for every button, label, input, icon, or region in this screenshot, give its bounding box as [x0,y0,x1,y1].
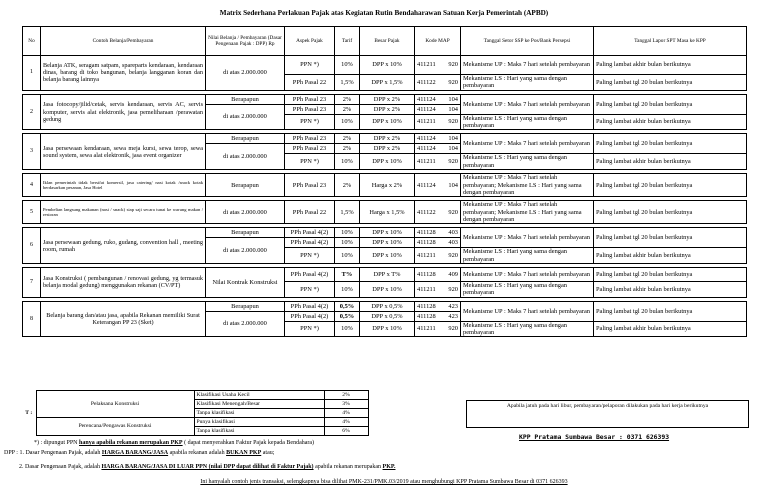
kode-map-cell [415,75,461,91]
kode-map: 411124 [417,135,436,143]
besar-cell: DPP x 0,5% [360,311,415,321]
lapor-cell: Paling lambat tgl 20 bulan berikutnya [594,301,747,321]
kode-map: 411122 [417,78,436,86]
nilai-cell: Nilai Kontrak Konstruksi [206,268,285,298]
lapor-cell: Paling lambat tgl 20 bulan berikutnya [594,174,747,197]
setor-cell: Mekanisme UP : Maks 7 hari setelah pembayaran [461,94,594,114]
header-lapor: Tanggal Lapor SPT Masa ke KPP [594,27,747,56]
tarif-t-label: T : [22,391,36,436]
aspek-cell: PPN *) [285,321,335,337]
tarif-konstruksi-body [22,391,368,436]
aspek-cell: PPh Pasal 23 [285,144,335,154]
setor-cell: Mekanisme UP : Maks 7 hari setelah pembayaran [461,56,594,75]
tarif-item-label: Punya klasifikasi [194,418,324,427]
header-setor: Tanggal Setor SSP ke Pos/Bank Persepsi [461,27,594,56]
nilai-cell: Berapapun [206,174,285,197]
footnote-ppn [22,440,314,446]
row-number: 6 [23,228,41,264]
table-row [23,268,747,282]
kode-kjs: 423 [448,302,458,310]
kode-kjs: 920 [448,158,458,166]
footnote-ppn-c: ( dapat menyerahkan Faktur Pajak kepada Bendahara) [184,440,315,446]
tarif-item-value: 3% [324,400,368,409]
row-number: 4 [23,174,41,197]
tarif-cell: 10% [335,321,360,337]
row-number: 1 [23,56,41,91]
kode-map: 411128 [417,270,436,278]
lapor-cell: Paling lambat akhir bulan berikutnya [594,154,747,170]
aspek-cell: PPh Pasal 4(2) [285,238,335,248]
tarif-cell: 2% [335,144,360,154]
tarif-group-label: Pelaksana Konstruksi [36,391,194,418]
nilai-cell: di atas 2.000.000 [206,144,285,170]
footnote-ppn-a: : dipungut PPN [40,440,78,446]
kode-map: 411122 [417,208,436,216]
footnote-dpp1-a: 1. Dasar Pengenaan Pajak, adalah [19,450,101,456]
row-description: Jasa Konstruksi ( pembangunan / renovasi gedung, yg termasuk belanja modal gedung) menggunakan rekanan (CV/PT) [41,268,206,298]
setor-cell: Mekanisme UP : Maks 7 hari setelah pembayaran; Mekanisme LS : Hari yang sama dengan pembayaran [461,174,594,197]
besar-cell: DPP x 10% [360,228,415,238]
footnote-dpp2-c: apabila rekanan merupakan [315,464,382,470]
tarif-item-label: Tanpa klasifikasi [194,427,324,436]
lapor-cell: Paling lambat akhir bulan berikutnya [594,248,747,264]
kpp-contact [519,433,669,441]
aspek-cell: PPh Pasal 23 [285,174,335,197]
besar-cell: DPP x 10% [360,282,415,298]
kode-kjs: 104 [448,145,458,153]
lapor-cell: Paling lambat tgl 20 bulan berikutnya [594,134,747,154]
besar-cell: DPP x 10% [360,248,415,264]
kode-map-cell [415,144,461,154]
kode-map-cell [415,268,461,282]
kode-map-cell [415,282,461,298]
kode-map: 411211 [417,158,436,166]
tarif-item-value: 2% [324,391,368,400]
tarif-cell: T% [335,268,360,282]
aspek-cell: PPh Pasal 23 [285,134,335,144]
kode-kjs: 104 [448,105,458,113]
tarif-group-label: Perencana/Pengawas Konstruksi [36,418,194,436]
table-row [23,134,747,144]
setor-cell: Mekanisme LS : Hari yang sama dengan pembayaran [461,282,594,298]
lapor-cell: Paling lambat akhir bulan berikutnya [594,114,747,130]
lapor-cell: Paling lambat tgl 20 bulan berikutnya [594,94,747,114]
tarif-item-label: Klasifikasi Usaha Kecil [194,391,324,400]
kpp-contact-text: KPP Pratama Sumbawa Besar : 0371 626393 [519,433,670,441]
footnote-ppn-mark: *) [34,440,39,446]
footnote-dpp-label: DPP : [4,450,18,456]
kode-map: 411211 [417,118,436,126]
besar-cell: DPP x 0,5% [360,301,415,311]
tarif-item-value: 4% [324,418,368,427]
kode-map-cell [415,114,461,130]
row-number: 3 [23,134,41,170]
holiday-note: Apabila jatuh pada hari libur, pembayaran/pelaporan dilakukan pada hari kerja berikutnya [466,400,749,428]
kode-kjs: 104 [448,135,458,143]
kode-map-cell [415,56,461,75]
setor-cell: Mekanisme LS : Hari yang sama dengan pembayaran [461,321,594,337]
besar-cell: Harga x 1,5% [360,201,415,224]
setor-cell: Mekanisme UP : Maks 7 hari setelah pembayaran; Mekanisme LS : Hari yang sama dengan pembayaran [461,201,594,224]
kode-map: 411211 [417,285,436,293]
kode-map-cell [415,94,461,104]
tarif-cell: 10% [335,114,360,130]
nilai-cell: di atas 2.000.000 [206,311,285,337]
row-description: Jasa persewaan gedung, ruko, gudang, convention hall , meeting room, rumah [41,228,206,264]
header-contoh: Contoh Belanja/Pembayaran [41,27,206,56]
kode-map: 411128 [417,302,436,310]
header-besar: Besar Pajak [360,27,415,56]
kode-map: 411211 [417,61,436,69]
tarif-konstruksi-table [22,390,369,436]
besar-cell: DPP x 10% [360,321,415,337]
header-tarif: Tarif [335,27,360,56]
row-description: Jasa persewaan kendaraan, sewa meja kursi, sewa terop, sewa sound system, sewa alat elektronik, jasa event organizer [41,134,206,170]
tarif-cell: 10% [335,228,360,238]
footnote-dpp2-b: HARGA BARANG/JASA DI LUAR PPN (nilai DPP dapat dilihat di Faktur Pajak) [101,464,314,470]
kode-kjs: 920 [448,208,458,216]
aspek-cell: PPN *) [285,114,335,130]
row-number: 2 [23,94,41,130]
nilai-cell: Berapapun [206,301,285,311]
kode-map-cell [415,104,461,114]
aspek-cell: PPh Pasal 4(2) [285,301,335,311]
setor-cell: Mekanisme LS : Hari yang sama dengan pembayaran [461,154,594,170]
aspek-cell: PPh Pasal 4(2) [285,268,335,282]
footnote-dpp1 [4,450,274,456]
nilai-cell: Berapapun [206,134,285,144]
tarif-cell: 10% [335,154,360,170]
table-row [23,301,747,311]
footnote-dpp1-e: atau; [262,450,275,456]
aspek-cell: PPh Pasal 23 [285,104,335,114]
tarif-cell: 10% [335,248,360,264]
kode-kjs: 104 [448,95,458,103]
kode-map-cell [415,228,461,238]
header-nilai: Nilai Belanja / Pembayaran (Dasar Pengenaan Pajak : DPP) Rp [206,27,285,56]
header-no: No [23,27,41,56]
besar-cell: DPP x 10% [360,56,415,75]
kode-map-cell [415,154,461,170]
footnote-dpp1-c: apabila rekanan adalah [169,450,225,456]
aspek-cell: PPh Pasal 4(2) [285,311,335,321]
tarif-cell: 2% [335,94,360,104]
lapor-cell: Paling lambat akhir bulan berikutnya [594,282,747,298]
kode-kjs: 920 [448,285,458,293]
kode-map-cell [415,311,461,321]
tarif-item-value: 6% [324,427,368,436]
kode-map: 411128 [417,312,436,320]
aspek-cell: PPh Pasal 22 [285,75,335,91]
besar-cell: DPP x 2% [360,134,415,144]
besar-cell: DPP x T% [360,268,415,282]
footnote-ppn-b: hanya apabila rekanan merupakan PKP [79,440,183,446]
header-aspek: Aspek Pajak [285,27,335,56]
setor-cell: Mekanisme LS : Hari yang sama dengan pembayaran [461,75,594,91]
nilai-cell: di atas 2.000.000 [206,201,285,224]
table-body [23,56,747,337]
setor-cell: Mekanisme UP : Maks 7 hari setelah pembayaran [461,228,594,248]
kode-kjs: 403 [448,239,458,247]
kode-map: 411124 [417,95,436,103]
tarif-item-label: Tanpa klasifikasi [194,409,324,418]
footnote-dpp1-d: BUKAN PKP [226,450,262,456]
nilai-cell: di atas 2.000.000 [206,56,285,91]
tarif-cell: 2% [335,174,360,197]
lapor-cell: Paling lambat akhir bulan berikutnya [594,321,747,337]
aspek-cell: PPN *) [285,154,335,170]
table-row [23,94,747,104]
kode-map-cell [415,134,461,144]
besar-cell: DPP x 2% [360,144,415,154]
besar-cell: Harga x 2% [360,174,415,197]
setor-cell: Mekanisme LS : Hari yang sama dengan pembayaran [461,114,594,130]
tarif-cell: 0,5% [335,311,360,321]
aspek-cell: PPN *) [285,56,335,75]
tarif-cell: 2% [335,104,360,114]
kode-kjs: 403 [448,229,458,237]
footnote-dpp2-d: PKP. [382,464,396,470]
kode-map-cell [415,174,461,197]
row-description: Belanja barang dan/atau jasa, apabila Rekanan memiliki Surat Keterangan PP 23 (Sket) [41,301,206,337]
row-number: 8 [23,301,41,337]
tarif-cell: 10% [335,238,360,248]
lapor-cell: Paling lambat tgl 20 bulan berikutnya [594,201,747,224]
row-description: Belanja ATK, seragam satpam, spareparts kendaraan, kendaraan dinas, barang di toko bangunan, belanja langganan koran dan belanja barang lainnya [41,56,206,91]
besar-cell: DPP x 2% [360,104,415,114]
besar-cell: DPP x 10% [360,114,415,130]
setor-cell: Mekanisme UP : Maks 7 hari setelah pembayaran [461,301,594,321]
kode-map: 411211 [417,251,436,259]
kode-kjs: 920 [448,325,458,333]
header-kode: Kode MAP [415,27,461,56]
lapor-cell: Paling lambat akhir bulan berikutnya [594,56,747,75]
tarif-cell: 1,5% [335,75,360,91]
besar-cell: DPP x 1,5% [360,75,415,91]
footnote-bottom [0,479,768,485]
tarif-cell: 2% [335,134,360,144]
kode-map: 411124 [417,181,436,189]
page-title: Matrix Sederhana Perlakuan Pajak atas Kegiatan Rutin Bendaharawan Satuan Kerja Pemerintah (APBD) [219,9,549,17]
besar-cell: DPP x 10% [360,238,415,248]
kode-kjs: 920 [448,118,458,126]
setor-cell: Mekanisme UP : Maks 7 hari setelah pembayaran [461,268,594,282]
aspek-cell: PPN *) [285,282,335,298]
lapor-cell: Paling lambat tgl 20 bulan berikutnya [594,268,747,282]
tarif-cell: 1,5% [335,201,360,224]
aspek-cell: PPh Pasal 22 [285,201,335,224]
nilai-cell: di atas 2.000.000 [206,104,285,130]
tarif-cell: 10% [335,282,360,298]
besar-cell: DPP x 2% [360,94,415,104]
footnote-bottom-text: Ini hanyalah contoh jenis transaksi, selengkapnya bisa dilihat PMK-231/PMK.03/2019 atau menghubungi KPP Pratama Sumbawa Besar di 0371 626393 [200,479,568,485]
kode-kjs: 920 [448,61,458,69]
setor-cell: Mekanisme LS : Hari yang sama dengan pembayaran [461,248,594,264]
aspek-cell: PPh Pasal 23 [285,94,335,104]
aspek-cell: PPN *) [285,248,335,264]
tarif-item-value: 4% [324,409,368,418]
nilai-cell: Berapapun [206,94,285,104]
row-number: 7 [23,268,41,298]
tarif-row [22,418,368,427]
footnote-dpp1-b: HARGA BARANG/JASA [101,450,169,456]
kode-kjs: 104 [448,181,458,189]
kode-map-cell [415,201,461,224]
kode-kjs: 920 [448,78,458,86]
kode-map-cell [415,238,461,248]
row-description: Iklan pemerintah tidak bersifat komersil, jasa catering/ nasi kotak /snack kotak berdasarkan pesanan, Jasa Hotel [41,174,206,197]
kode-map-cell [415,301,461,311]
kode-kjs: 409 [448,270,458,278]
lapor-cell: Paling lambat tgl 20 bulan berikutnya [594,75,747,91]
lapor-cell: Paling lambat tgl 20 bulan berikutnya [594,228,747,248]
row-description: Pembelian langsung makanan (nasi / snack) siap saji secara tunai ke warung makan / restoran [41,201,206,224]
aspek-cell: PPh Pasal 4(2) [285,228,335,238]
setor-cell: Mekanisme UP : Maks 7 hari setelah pembayaran [461,134,594,154]
tax-matrix-table [22,26,747,337]
row-description: Jasa fotocopy/jilid/cetak, servis kendaraan, servis AC, servis komputer, servis alat elektronik, jasa pemeliharaan /perawatan gedung [41,94,206,130]
table-header-row [23,27,747,56]
footnote-dpp2 [19,464,395,470]
kode-map: 411211 [417,325,436,333]
kode-map: 411124 [417,145,436,153]
table-row [23,201,747,224]
kode-map-cell [415,248,461,264]
table-row [23,56,747,75]
table-row [23,228,747,238]
kode-kjs: 920 [448,251,458,259]
tarif-cell: 10% [335,56,360,75]
besar-cell: DPP x 10% [360,154,415,170]
tarif-row [22,391,368,400]
row-number: 5 [23,201,41,224]
nilai-cell: di atas 2.000.000 [206,238,285,264]
kode-kjs: 423 [448,312,458,320]
table-row [23,174,747,197]
footnote-dpp2-a: 2. Dasar Pengenaan Pajak, adalah [19,464,100,470]
kode-map: 411128 [417,239,436,247]
kode-map: 411124 [417,105,436,113]
nilai-cell: Berapapun [206,228,285,238]
kode-map: 411128 [417,229,436,237]
tarif-cell: 0,5% [335,301,360,311]
tarif-item-label: Klasifikasi Menengah/Besar [194,400,324,409]
kode-map-cell [415,321,461,337]
